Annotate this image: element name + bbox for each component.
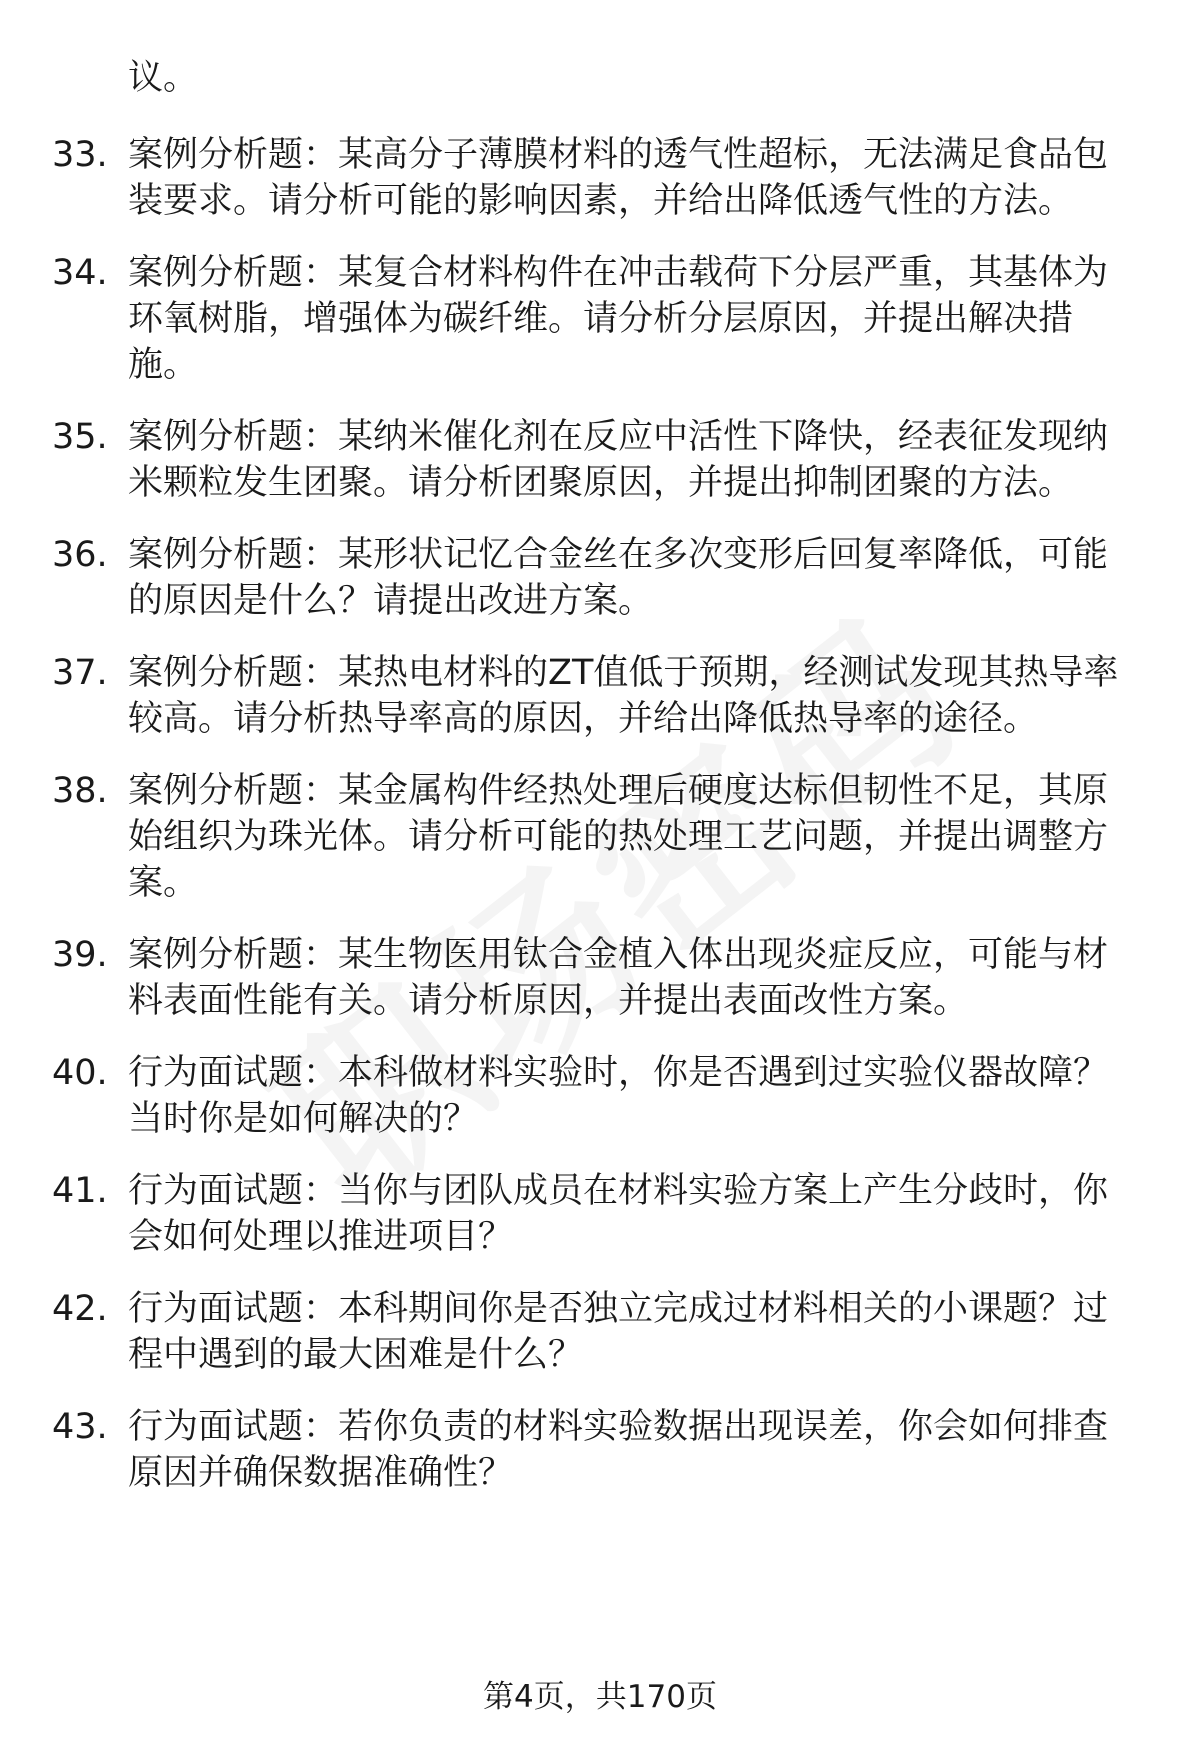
question-number: 42. [52,1289,108,1329]
question-number: 34. [52,253,108,293]
question-text-line: 案例分析题：某纳米催化剂在反应中活性下降快，经表征发现纳 [128,417,1109,457]
page-footer: 第4页，共170页 [483,1679,717,1715]
question-text-line: 行为面试题：本科期间你是否独立完成过材料相关的小课题？过 [128,1289,1109,1329]
question-number: 41. [52,1171,108,1211]
question-text-line: 料表面性能有关。请分析原因，并提出表面改性方案。 [128,981,969,1021]
question-text-line: 行为面试题：本科做材料实验时，你是否遇到过实验仪器故障？ [128,1053,1109,1093]
question-number: 43. [52,1407,108,1447]
question-number: 39. [52,935,108,975]
question-text-line: 程中遇到的最大困难是什么？ [128,1335,584,1375]
question-text-line: 行为面试题：当你与团队成员在材料实验方案上产生分歧时，你 [128,1171,1109,1211]
question-number: 38. [52,771,108,811]
question-text-line: 环氧树脂，增强体为碳纤维。请分析分层原因，并提出解决措 [128,299,1074,339]
question-text-line: 米颗粒发生团聚。请分析团聚原因，并提出抑制团聚的方法。 [128,463,1074,503]
question-text-line: 案例分析题：某热电材料的ZT值低于预期，经测试发现其热导率 [128,653,1119,693]
question-text-line: 案。 [128,863,199,903]
continuation-text: 议。 [128,58,199,98]
question-number: 37. [52,653,108,693]
question-text-line: 较高。请分析热导率高的原因，并给出降低热导率的途径。 [128,699,1039,739]
question-text-line: 当时你是如何解决的？ [128,1099,479,1139]
question-text-line: 案例分析题：某复合材料构件在冲击载荷下分层严重，其基体为 [128,253,1109,293]
question-number: 33. [52,135,108,175]
question-text-line: 原因并确保数据准确性？ [128,1453,514,1493]
question-text-line: 装要求。请分析可能的影响因素，并给出降低透气性的方法。 [128,181,1074,221]
question-number: 36. [52,535,108,575]
question-number: 40. [52,1053,108,1093]
question-text-line: 案例分析题：某形状记忆合金丝在多次变形后回复率降低，可能 [128,535,1109,575]
question-text-line: 行为面试题：若你负责的材料实验数据出现误差，你会如何排查 [128,1407,1109,1447]
question-text-line: 案例分析题：某高分子薄膜材料的透气性超标，无法满足食品包 [128,135,1109,175]
question-number: 35. [52,417,108,457]
question-text-line: 施。 [128,345,199,385]
question-text-line: 始组织为珠光体。请分析可能的热处理工艺问题，并提出调整方 [128,817,1109,857]
question-text-line: 的原因是什么？请提出改进方案。 [128,581,654,621]
question-text-line: 案例分析题：某生物医用钛合金植入体出现炎症反应，可能与材 [128,935,1109,975]
question-text-line: 案例分析题：某金属构件经热处理后硬度达标但韧性不足，其原 [128,771,1109,811]
question-text-line: 会如何处理以推进项目？ [128,1217,514,1257]
